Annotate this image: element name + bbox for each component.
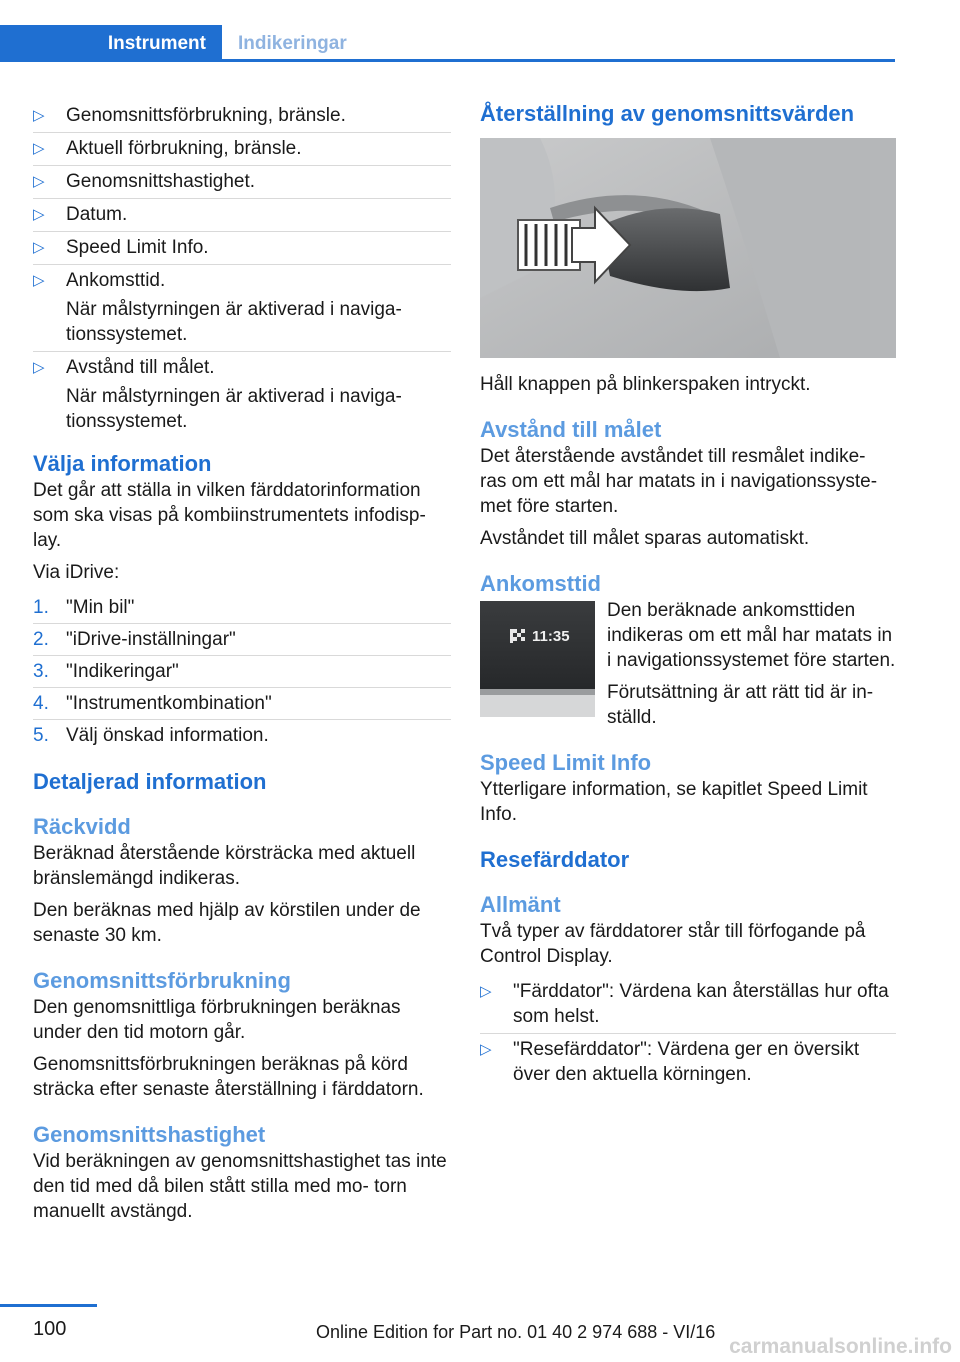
- paragraph: Via iDrive:: [33, 562, 120, 583]
- footer-rule: [0, 1304, 97, 1307]
- turn-signal-lever-photo: [480, 138, 896, 358]
- heading-allmant: Allmänt: [480, 892, 561, 917]
- edition-text: Online Edition for Part no. 01 40 2 974 688 - VI/16: [316, 1322, 716, 1342]
- triangle-bullet-icon: ▷: [33, 359, 45, 376]
- paragraph: Det återstående avståndet till resmålet indike‐ ras om ett mål har matats in i navigationssyste‐ met före starten.: [480, 446, 878, 517]
- page-number: 100: [33, 1318, 67, 1340]
- tab-instrument[interactable]: Instrument: [0, 25, 222, 62]
- arrival-time-display: [480, 601, 595, 717]
- heading-genomsnittshastighet: Genomsnittshastighet: [33, 1122, 266, 1147]
- list-item: ▷ Ankomsttid. När målstyrningen är aktiverad i naviga‐ tionssystemet.: [33, 265, 451, 352]
- heading-detaljerad-information: Detaljerad information: [33, 769, 267, 794]
- list-item: ▷ Speed Limit Info.: [33, 232, 451, 265]
- paragraph: Genomsnittsförbrukningen beräknas på körd sträcka efter senaste återställning i färddatorn.: [33, 1054, 424, 1100]
- steps-list: [33, 592, 451, 751]
- list-item: ▷ "Färddator": Värdena kan återställas hur ofta som helst.: [480, 976, 896, 1034]
- triangle-bullet-icon: ▷: [480, 983, 492, 1000]
- triangle-bullet-icon: ▷: [33, 272, 45, 289]
- heading-aterstallning: Återställning av genomsnittsvärden: [480, 101, 855, 126]
- list-item: ▷ Genomsnittshastighet.: [33, 166, 451, 199]
- paragraph: Den genomsnittliga förbrukningen beräknas under den tid motorn går.: [33, 997, 401, 1043]
- list-item: 1. "Min bil": [33, 592, 451, 624]
- list-item: 3. "Indikeringar": [33, 656, 451, 688]
- triangle-bullet-icon: ▷: [33, 140, 45, 157]
- list-item: ▷ Avstånd till målet. När målstyrningen är aktiverad i naviga‐ tionssystemet.: [33, 357, 402, 432]
- watermark: carmanualsonline.info: [729, 1335, 952, 1358]
- list-item: 5. Välj önskad information.: [33, 725, 269, 746]
- list-item: ▷ Aktuell förbrukning, bränsle.: [33, 133, 451, 166]
- paragraph: Vid beräkningen av genomsnittshastighet tas inte den tid med då bilen stått stilla med mo‐ torn manuellt avstängd.: [33, 1151, 447, 1222]
- heading-genomsnittsforbrukning: Genomsnittsförbrukning: [33, 968, 291, 993]
- paragraph: Avståndet till målet sparas automatiskt.: [480, 528, 810, 549]
- list-item: ▷ Genomsnittsförbrukning, bränsle.: [33, 100, 451, 133]
- arrival-section: [480, 598, 896, 737]
- tab-indikeringar[interactable]: Indikeringar: [238, 32, 347, 54]
- triangle-bullet-icon: ▷: [33, 206, 45, 223]
- right-column: [480, 100, 896, 1091]
- list-item: 4. "Instrumentkombination": [33, 688, 451, 720]
- list-item: ▷ "Resefärddator": Värdena ger en översikt över den aktuella körningen.: [480, 1039, 860, 1085]
- triangle-bullet-icon: ▷: [33, 239, 45, 256]
- triangle-bullet-icon: ▷: [480, 1041, 492, 1058]
- trip-computer-list: [480, 976, 896, 1091]
- heading-valja-information: Välja information: [33, 451, 212, 476]
- list-item: 2. "iDrive-inställningar": [33, 624, 451, 656]
- left-column: [33, 100, 451, 1231]
- paragraph: Två typer av färddatorer står till förfogande på Control Display.: [480, 921, 866, 967]
- paragraph: Beräknad återstående körsträcka med aktuell bränslemängd indikeras.: [33, 843, 416, 889]
- image-caption: Håll knappen på blinkerspaken intryckt.: [480, 374, 811, 395]
- info-bullet-list: [33, 100, 451, 438]
- paragraph: Den beräknas med hjälp av körstilen under de senaste 30 km.: [33, 900, 421, 946]
- paragraph: Det går att ställa in vilken färddatorinformation som ska visas på kombiinstrumentets infodisp‐ lay.: [33, 480, 426, 551]
- list-item: ▷ Datum.: [33, 199, 451, 232]
- triangle-bullet-icon: ▷: [33, 107, 45, 124]
- heading-avstand-till-malet: Avstånd till målet: [480, 417, 662, 442]
- paragraph: Ytterligare information, se kapitlet Speed Limit Info.: [480, 779, 868, 825]
- heading-speed-limit-info: Speed Limit Info: [480, 750, 652, 775]
- display-time: 11:35: [532, 628, 570, 645]
- heading-resefarddator: Resefärddator: [480, 847, 630, 872]
- heading-ankomsttid: Ankomsttid: [480, 571, 601, 596]
- heading-rackvidd: Räckvidd: [33, 814, 131, 839]
- paragraph: Förutsättning är att rätt tid är in‐ ställd.: [607, 682, 874, 728]
- paragraph: Den beräknade ankomsttiden indikeras om ett mål har matats in i navigationssystemet före starten.: [607, 600, 896, 671]
- triangle-bullet-icon: ▷: [33, 173, 45, 190]
